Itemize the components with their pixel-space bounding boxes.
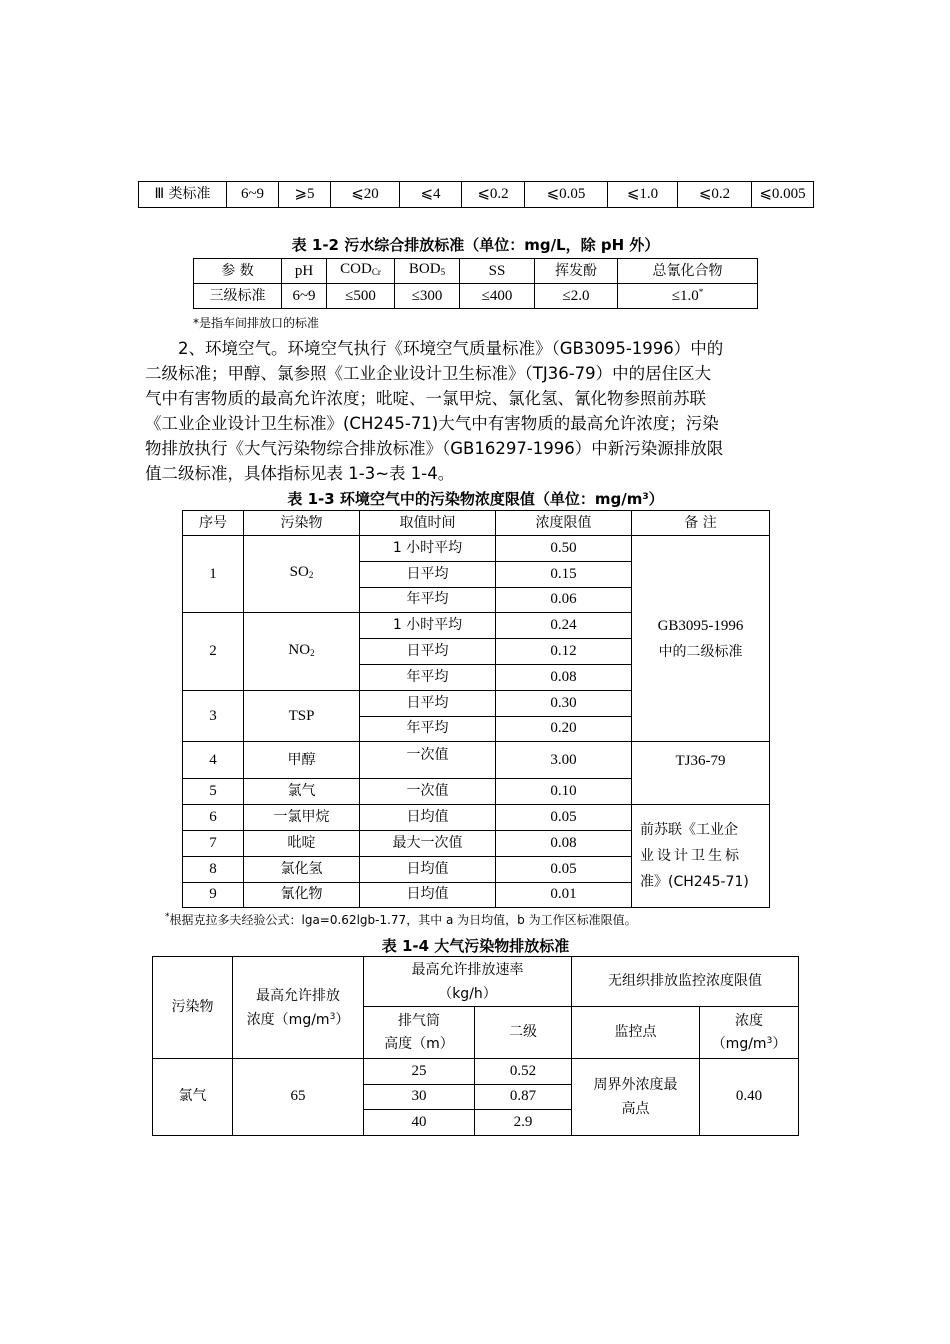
remark-line: 前苏联《工业企: [640, 822, 738, 839]
table-1-1-fragment: [138, 181, 814, 208]
table-row: [183, 742, 770, 779]
table-cell: [632, 805, 770, 908]
table-cell: 1 小时平均: [360, 536, 496, 562]
table-cell: 一氯甲烷: [244, 805, 360, 831]
table-cell: $SO_2$: [244, 536, 360, 613]
paragraph-line: 值二级标准，具体指标见表 1-3~表 1-4。: [145, 464, 455, 483]
table-row: [153, 957, 799, 1007]
remark-line: 业设计卫生标: [640, 848, 742, 865]
table-header-cell: 污染物: [153, 957, 233, 1059]
table-header-cell: 挥发酚: [535, 259, 618, 284]
table-cell: 0.08: [496, 830, 632, 856]
table-cell: $NO_2$: [244, 613, 360, 690]
header-line: 高度（m）: [384, 1035, 454, 1052]
table-cell: 0.08: [496, 664, 632, 690]
table-header-cell: [364, 957, 572, 1007]
header-line: 排气筒: [398, 1012, 440, 1029]
table-cell: ≤400: [460, 284, 535, 309]
table-row: [183, 536, 770, 562]
table-cell: 最大一次值: [360, 830, 496, 856]
table-cell: ⩾5: [279, 182, 331, 208]
table-row: [153, 1059, 799, 1085]
table-cell: 氯气: [244, 779, 360, 805]
paragraph-line: 《工业企业设计卫生标准》(CH245-71)大气中有害物质的最高允许浓度；污染: [145, 414, 719, 433]
table-cell: 9: [183, 882, 244, 908]
table-cell: 30: [364, 1084, 475, 1110]
table-cell: 0.50: [496, 536, 632, 562]
header-line: 最高允许排放: [256, 987, 340, 1004]
table-cell: 1: [183, 536, 244, 613]
table-cell: Ⅲ 类标准: [139, 182, 227, 208]
table-1-3-note: *根据克拉多夫经验公式：lga=0.62lgb-1.77，其中 a 为日均值，b 为工作区标准限值。: [165, 912, 637, 927]
table-1-4: [152, 956, 799, 1136]
table-header-cell: [364, 1007, 475, 1059]
table-cell: 0.87: [475, 1084, 572, 1110]
remark-line: 中的二级标准: [658, 643, 743, 660]
header-line: 浓度: [735, 1012, 763, 1029]
table-header-cell: [700, 1007, 799, 1059]
table-1-3: [182, 510, 770, 908]
table-header-cell: 参 数: [194, 259, 282, 284]
table-header-cell: [233, 957, 364, 1059]
table-cell: 40: [364, 1110, 475, 1136]
table-1-2: [193, 258, 758, 309]
table-row: [194, 259, 758, 284]
table-cell: [572, 1059, 700, 1136]
paragraph-line: 二级标准；甲醇、氯参照《工业企业设计卫生标准》（TJ36-79）中的居住区大: [145, 364, 712, 383]
table-cell: 甲醇: [244, 742, 360, 779]
table-cell: ⩽0.005: [752, 182, 814, 208]
table-cell: TSP: [244, 690, 360, 742]
table-cell: 0.40: [700, 1059, 799, 1136]
table-cell: 6~9: [282, 284, 327, 309]
table-cell: 日平均: [360, 690, 496, 716]
table-header-cell: 污染物: [244, 511, 360, 536]
table-cell: 一次值: [360, 779, 496, 805]
table-cell: 4: [183, 742, 244, 779]
table-cell: 氯气: [153, 1059, 233, 1136]
body-paragraph: [145, 336, 807, 486]
header-line: 最高允许排放速率: [411, 961, 524, 978]
table-cell: ⩽0.2: [678, 182, 752, 208]
table-cell: TJ36-79: [632, 742, 770, 805]
table-cell: 25: [364, 1059, 475, 1085]
table-header-cell: 总氰化合物: [618, 259, 758, 284]
table-cell: 0.10: [496, 779, 632, 805]
table-cell: 0.06: [496, 587, 632, 613]
paragraph-line: 气中有害物质的最高允许浓度；吡啶、一氯甲烷、氯化氢、氰化物参照前苏联: [145, 389, 706, 408]
table-cell: 0.30: [496, 690, 632, 716]
table-cell: 6~9: [227, 182, 279, 208]
table-cell: 0.52: [475, 1059, 572, 1085]
table-header-cell: 二级: [475, 1007, 572, 1059]
table-header-cell: 备 注: [632, 511, 770, 536]
table-cell: ≤1.0*: [618, 284, 758, 309]
remark-line: GB3095-1996: [657, 617, 744, 634]
table-cell: ≤500: [327, 284, 395, 309]
table-cell: 日均值: [360, 805, 496, 831]
table-cell: 0.01: [496, 882, 632, 908]
table-cell: 年平均: [360, 664, 496, 690]
table-header-cell: 监控点: [572, 1007, 700, 1059]
header-line: 浓度$(mg/m^3)$: [246, 1011, 350, 1028]
table-cell: 0.24: [496, 613, 632, 639]
table-cell: 2: [183, 613, 244, 690]
table-cell: [632, 536, 770, 742]
table-1-3-caption: 表 1-3 环境空气中的污染物浓度限值（单位：$mg/m^3$）: [287, 490, 664, 508]
header-line: $(mg/m^3)$: [711, 1035, 787, 1052]
table-cell: 0.05: [496, 805, 632, 831]
table-cell: 65: [233, 1059, 364, 1136]
table-cell: ⩽1.0: [608, 182, 678, 208]
table-header-cell: 取值时间: [360, 511, 496, 536]
table-cell: 3.00: [496, 742, 632, 779]
table-cell: 三级标准: [194, 284, 282, 309]
table-cell: 6: [183, 805, 244, 831]
table-cell: 日均值: [360, 882, 496, 908]
paragraph-line: 2、环境空气。环境空气执行《环境空气质量标准》（GB3095-1996）中的: [178, 339, 724, 358]
table-cell: 0.15: [496, 561, 632, 587]
table-cell: 3: [183, 690, 244, 742]
table-cell: 1 小时平均: [360, 613, 496, 639]
table-header-cell: 序号: [183, 511, 244, 536]
table-cell: 年平均: [360, 716, 496, 742]
table-cell: 年平均: [360, 587, 496, 613]
table-1-4-caption: 表 1-4 大气污染物排放标准: [381, 937, 570, 955]
table-row: [183, 511, 770, 536]
table-cell: 一次值: [360, 742, 496, 779]
table-header-cell: 无组织排放监控浓度限值: [572, 957, 799, 1007]
table-cell: 0.20: [496, 716, 632, 742]
table-header-cell: SS: [460, 259, 535, 284]
table-cell: 日平均: [360, 639, 496, 665]
table-cell: 2.9: [475, 1110, 572, 1136]
table-header-cell: 浓度限值: [496, 511, 632, 536]
table-header-cell: $COD_{Cr}$: [327, 259, 395, 284]
table-header-cell: $BOD_5$: [395, 259, 460, 284]
table-row: [194, 284, 758, 309]
table-cell: ≤2.0: [535, 284, 618, 309]
cell-line: 周界外浓度最: [593, 1076, 678, 1093]
remark-line: 准》(CH245-71): [640, 874, 749, 891]
header-line: （kg/h）: [438, 985, 497, 1002]
table-cell: 吡啶: [244, 830, 360, 856]
table-cell: ⩽0.05: [525, 182, 608, 208]
table-cell: 5: [183, 779, 244, 805]
table-row: [139, 182, 814, 208]
table-cell: 8: [183, 856, 244, 882]
table-1-2-note: *是指车间排放口的标准: [193, 316, 320, 330]
table-cell: 0.12: [496, 639, 632, 665]
table-cell: 日平均: [360, 561, 496, 587]
table-cell: ≤300: [395, 284, 460, 309]
table-cell: ⩽20: [331, 182, 400, 208]
table-cell: 7: [183, 830, 244, 856]
table-header-cell: pH: [282, 259, 327, 284]
table-1-2-caption: 表 1-2 污水综合排放标准（单位：mg/L，除 pH 外）: [291, 236, 660, 254]
table-cell: 0.05: [496, 856, 632, 882]
table-row: [183, 805, 770, 831]
table-cell: 日均值: [360, 856, 496, 882]
cell-line: 高点: [621, 1100, 650, 1117]
table-cell: 氯化氢: [244, 856, 360, 882]
paragraph-line: 物排放执行《大气污染物综合排放标准》（GB16297-1996）中新污染源排放限: [145, 439, 724, 458]
table-cell: ⩽0.2: [462, 182, 525, 208]
table-cell: ⩽4: [400, 182, 462, 208]
table-cell: 氰化物: [244, 882, 360, 908]
